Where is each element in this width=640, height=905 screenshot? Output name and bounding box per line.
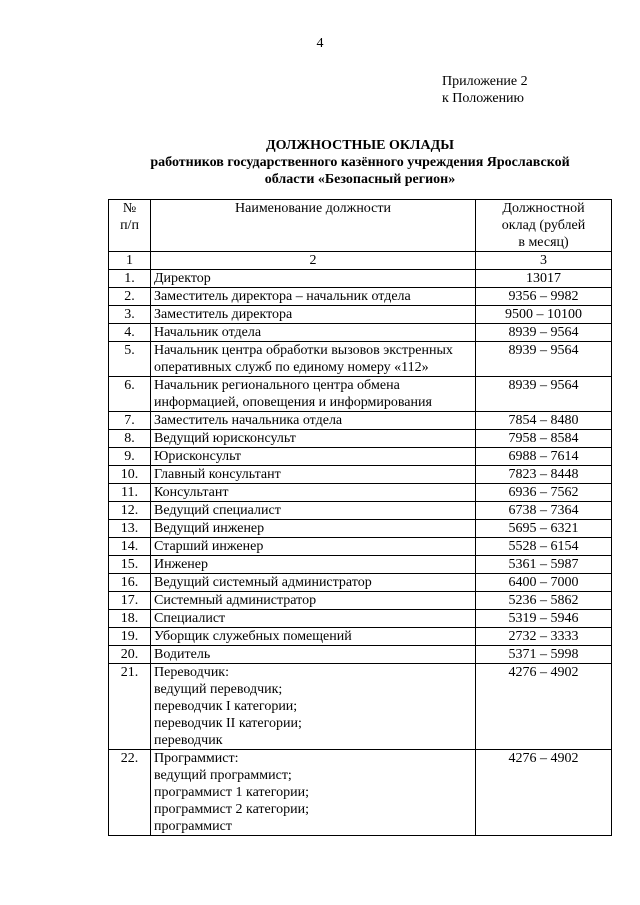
table-row <box>109 574 612 592</box>
row-number: 18. <box>109 610 151 628</box>
row-number: 16. <box>109 574 151 592</box>
position-line: переводчик II категории; <box>154 716 302 731</box>
table-row <box>109 377 612 412</box>
table-row <box>109 628 612 646</box>
salary-value: 9500 – 10100 <box>476 306 612 324</box>
position-line: программист 1 категории; <box>154 785 310 800</box>
position-name: Консультант <box>151 484 476 502</box>
table-header-row <box>109 200 612 252</box>
position-name: Водитель <box>151 646 476 664</box>
salary-value: 7854 – 8480 <box>476 412 612 430</box>
table-row <box>109 342 612 377</box>
title-line-1: ДОЛЖНОСТНЫЕ ОКЛАДЫ <box>266 138 454 153</box>
position-name: Ведущий юрисконсульт <box>151 430 476 448</box>
header-salary-line-2: оклад (рублей <box>501 218 586 233</box>
salary-value: 5695 – 6321 <box>476 520 612 538</box>
position-name: Специалист <box>151 610 476 628</box>
salary-value: 5361 – 5987 <box>476 556 612 574</box>
salary-value: 9356 – 9982 <box>476 288 612 306</box>
table-row <box>109 610 612 628</box>
salary-value: 4276 – 4902 <box>476 750 612 836</box>
table-row <box>109 592 612 610</box>
table-row <box>109 538 612 556</box>
table-row-programmers <box>109 750 612 836</box>
row-number: 4. <box>109 324 151 342</box>
position-name: Заместитель директора <box>151 306 476 324</box>
position-name: Инженер <box>151 556 476 574</box>
salary-value: 13017 <box>476 270 612 288</box>
salary-value: 8939 – 9564 <box>476 377 612 412</box>
table-row <box>109 306 612 324</box>
row-number: 7. <box>109 412 151 430</box>
table-row <box>109 646 612 664</box>
row-number: 1. <box>109 270 151 288</box>
table-row <box>109 502 612 520</box>
header-salary <box>476 200 612 252</box>
row-number: 14. <box>109 538 151 556</box>
row-number: 21. <box>109 664 151 750</box>
position-name: Ведущий специалист <box>151 502 476 520</box>
position-name: Заместитель начальника отдела <box>151 412 476 430</box>
salary-value: 7958 – 8584 <box>476 430 612 448</box>
table-row <box>109 448 612 466</box>
row-number: 3. <box>109 306 151 324</box>
page-number: 4 <box>316 36 324 51</box>
table-row <box>109 556 612 574</box>
salary-value: 6936 – 7562 <box>476 484 612 502</box>
salary-value: 8939 – 9564 <box>476 342 612 377</box>
position-name: Уборщик служебных помещений <box>151 628 476 646</box>
row-number: 9. <box>109 448 151 466</box>
position-name <box>151 664 476 750</box>
salary-value: 2732 – 3333 <box>476 628 612 646</box>
column-index-row <box>109 252 612 270</box>
position-name: Заместитель директора – начальник отдела <box>151 288 476 306</box>
position-line: ведущий переводчик; <box>154 682 283 697</box>
position-name: Начальник центра обработки вызовов экстренных оперативных служб по единому номеру «112» <box>151 342 476 377</box>
salary-value: 8939 – 9564 <box>476 324 612 342</box>
position-name: Юрисконсульт <box>151 448 476 466</box>
table-row-translators <box>109 664 612 750</box>
document-title <box>100 137 620 188</box>
salary-value: 6738 – 7364 <box>476 502 612 520</box>
header-salary-line-1: Должностной <box>502 201 585 216</box>
salary-value: 6988 – 7614 <box>476 448 612 466</box>
position-name: Директор <box>151 270 476 288</box>
table-row <box>109 466 612 484</box>
header-number-line-2: п/п <box>120 218 139 233</box>
salary-value: 5371 – 5998 <box>476 646 612 664</box>
salary-table <box>108 199 612 836</box>
table-row <box>109 288 612 306</box>
position-line: программист <box>154 819 232 834</box>
position-name: Начальник регионального центра обмена информацией, оповещения и информирования <box>151 377 476 412</box>
position-name: Ведущий инженер <box>151 520 476 538</box>
position-line: Программист: <box>154 751 239 766</box>
header-number <box>109 200 151 252</box>
row-number: 19. <box>109 628 151 646</box>
position-name <box>151 750 476 836</box>
position-line: программист 2 категории; <box>154 802 310 817</box>
salary-value: 5528 – 6154 <box>476 538 612 556</box>
row-number: 17. <box>109 592 151 610</box>
position-line: Переводчик: <box>154 665 229 680</box>
salary-value: 5319 – 5946 <box>476 610 612 628</box>
appendix-note <box>442 73 528 107</box>
position-name: Главный консультант <box>151 466 476 484</box>
table-row <box>109 412 612 430</box>
row-number: 13. <box>109 520 151 538</box>
title-line-3: области «Безопасный регион» <box>264 172 456 187</box>
column-index-1: 1 <box>109 252 151 270</box>
row-number: 5. <box>109 342 151 377</box>
row-number: 6. <box>109 377 151 412</box>
salary-value: 6400 – 7000 <box>476 574 612 592</box>
position-name: Системный администратор <box>151 592 476 610</box>
title-line-2: работников государственного казённого учреждения Ярославской <box>150 155 570 170</box>
table-row <box>109 520 612 538</box>
row-number: 22. <box>109 750 151 836</box>
row-number: 8. <box>109 430 151 448</box>
salary-value: 5236 – 5862 <box>476 592 612 610</box>
salary-value: 4276 – 4902 <box>476 664 612 750</box>
table-row <box>109 324 612 342</box>
column-index-3: 3 <box>476 252 612 270</box>
appendix-line-1: Приложение 2 <box>442 74 528 89</box>
position-name: Начальник отдела <box>151 324 476 342</box>
row-number: 2. <box>109 288 151 306</box>
position-name: Старший инженер <box>151 538 476 556</box>
header-position-name: Наименование должности <box>151 200 476 252</box>
column-index-2: 2 <box>151 252 476 270</box>
position-line: переводчик I категории; <box>154 699 298 714</box>
row-number: 11. <box>109 484 151 502</box>
position-name: Ведущий системный администратор <box>151 574 476 592</box>
header-salary-line-3: в месяц) <box>518 235 569 250</box>
header-number-line-1: № <box>122 201 137 216</box>
row-number: 12. <box>109 502 151 520</box>
row-number: 10. <box>109 466 151 484</box>
table-row <box>109 484 612 502</box>
position-line: ведущий программист; <box>154 768 292 783</box>
table-row <box>109 270 612 288</box>
appendix-line-2: к Положению <box>442 91 525 106</box>
row-number: 20. <box>109 646 151 664</box>
salary-value: 7823 – 8448 <box>476 466 612 484</box>
position-line: переводчик <box>154 733 223 748</box>
row-number: 15. <box>109 556 151 574</box>
table-row <box>109 430 612 448</box>
